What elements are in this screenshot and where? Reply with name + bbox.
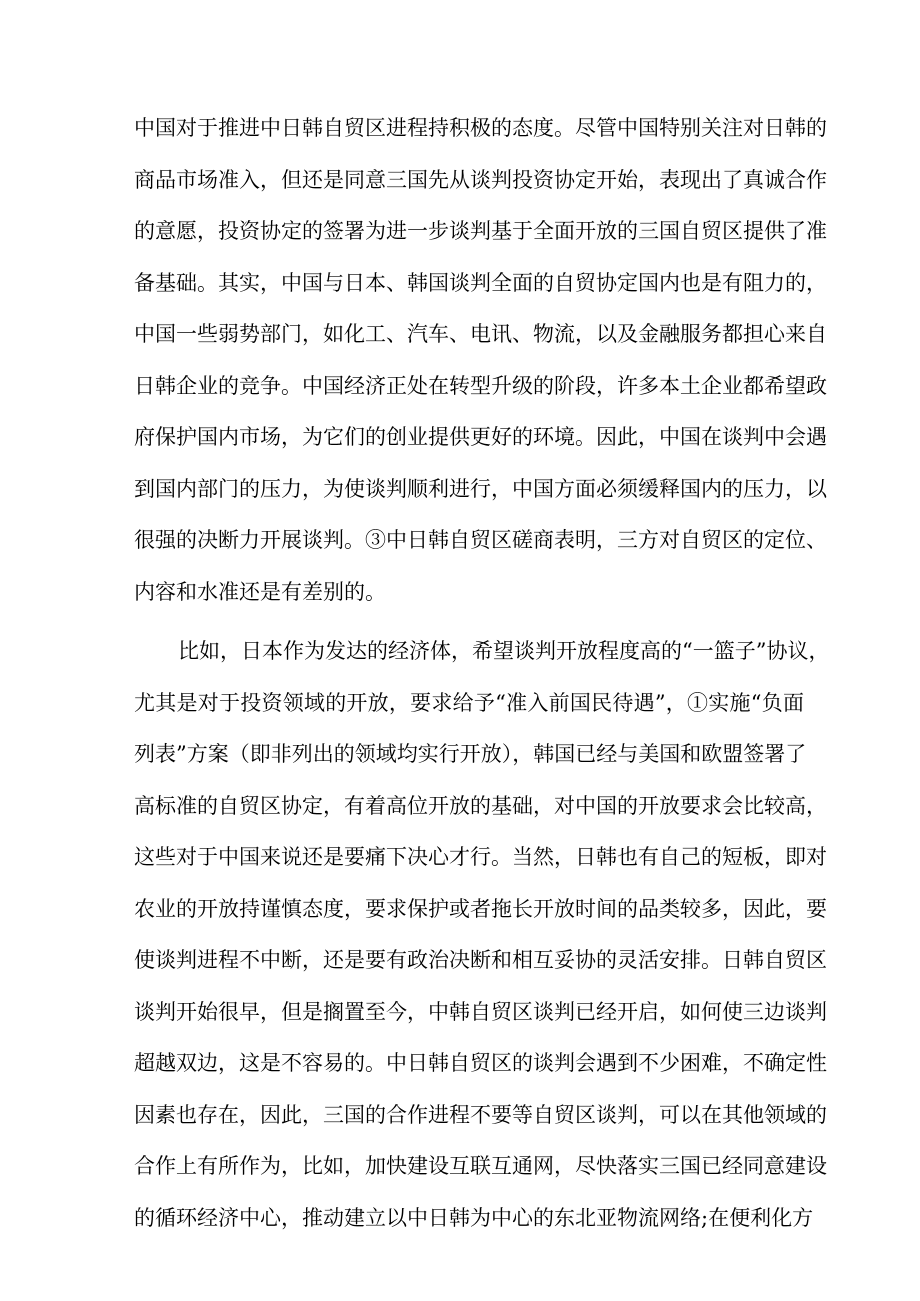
text-line: 到国内部门的压力，为使谈判顺利进行，中国方面必须缓释国内的压力，以 (134, 477, 827, 501)
text-line: 超越双边，这是不容易的。中日韩自贸区的谈判会遇到不少困难，不确定性 (134, 1051, 827, 1075)
text-line: 日韩企业的竞争。中国经济正处在转型升级的阶段，许多本土企业都希望政 (134, 374, 827, 398)
text-line: 比如，日本作为发达的经济体，希望谈判开放程度高的“一篮子”协议， (178, 639, 830, 663)
text-line: 列表”方案（即非列出的领域均实行开放），韩国已经与美国和欧盟签署了 (134, 742, 807, 766)
text-line: 农业的开放持谨慎态度，要求保护或者拖长开放时间的品类较多，因此，要 (134, 897, 827, 921)
text-line: 谈判开始很早，但是搁置至今，中韩自贸区谈判已经开启，如何使三边谈判 (134, 1000, 827, 1024)
text-line: 这些对于中国来说还是要痛下决心才行。当然，日韩也有自己的短板，即对 (134, 845, 827, 869)
text-line: 的循环经济中心，推动建立以中日韩为中心的东北亚物流网络;在便利化方 (134, 1206, 814, 1230)
text-line: 商品市场准入，但还是同意三国先从谈判投资协定开始，表现出了真诚合作 (134, 168, 827, 192)
text-line: 合作上有所作为，比如，加快建设互联互通网，尽快落实三国已经同意建设 (134, 1154, 827, 1178)
text-line: 很强的决断力开展谈判。③中日韩自贸区磋商表明，三方对自贸区的定位、 (134, 528, 827, 552)
text-line: 中国对于推进中日韩自贸区进程持积极的态度。尽管中国特别关注对日韩的 (134, 116, 827, 140)
text-line: 内容和水准还是有差别的。 (134, 580, 386, 604)
text-line: 高标准的自贸区协定，有着高位开放的基础，对中国的开放要求会比较高， (134, 794, 827, 818)
text-line: 的意愿，投资协定的签署为进一步谈判基于全面开放的三国自贸区提供了准 (134, 219, 827, 243)
text-line: 因素也存在，因此，三国的合作进程不要等自贸区谈判，可以在其他领域的 (134, 1103, 827, 1127)
text-line: 府保护国内市场，为它们的创业提供更好的环境。因此，中国在谈判中会遇 (134, 425, 827, 449)
text-line: 尤其是对于投资领域的开放，要求给予“准入前国民待遇”，①实施“负面 (134, 691, 804, 715)
text-line: 中国一些弱势部门，如化工、汽车、电讯、物流，以及金融服务都担心来自 (134, 322, 827, 346)
text-line: 使谈判进程不中断，还是要有政治决断和相互妥协的灵活安排。日韩自贸区 (134, 948, 827, 972)
text-line: 备基础。其实，中国与日本、韩国谈判全面的自贸协定国内也是有阻力的， (134, 271, 827, 295)
